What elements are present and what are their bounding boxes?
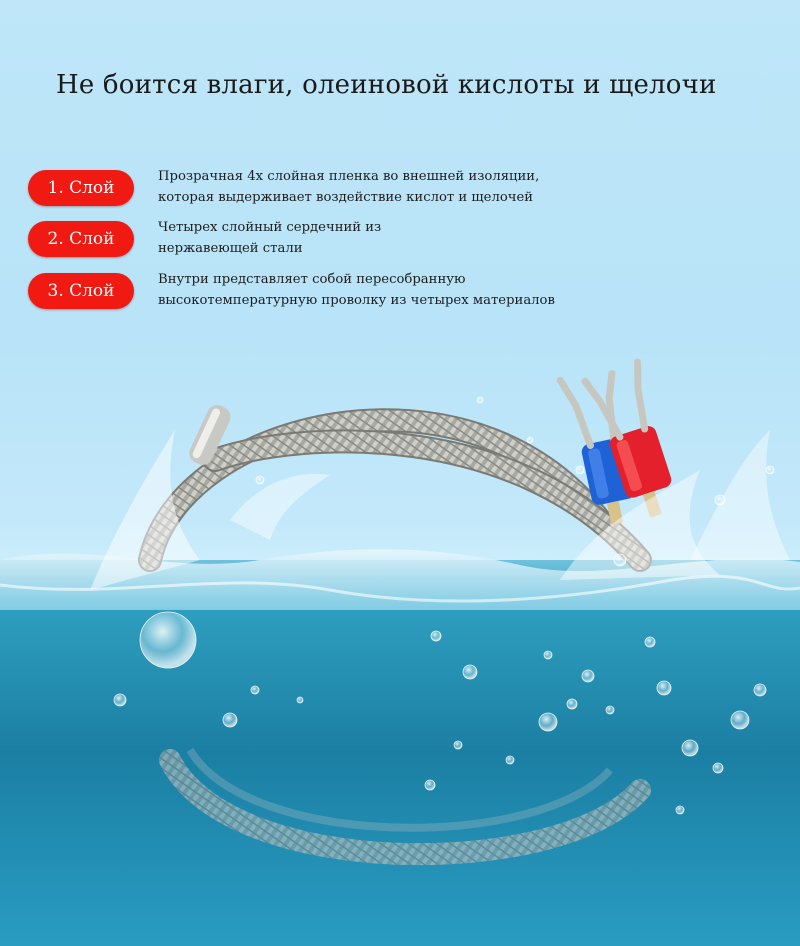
layer-3-badge: 3. Слой xyxy=(28,273,134,309)
layer-3-line-2: высокотемпературную проволку из четырех материалов xyxy=(158,293,555,308)
layer-1-line-2: которая выдерживает воздействие кислот и щелочей xyxy=(158,190,534,205)
layer-2-badge: 2. Слой xyxy=(28,221,134,257)
layer-1-line-1: Прозрачная 4х слойная пленка во внешней изоляции, xyxy=(158,169,540,184)
layer-1-badge: 1. Слой xyxy=(28,170,134,206)
layer-2 xyxy=(28,221,788,265)
layer-3 xyxy=(28,273,788,317)
layer-2-line-2: нержавеющей стали xyxy=(158,241,303,256)
layer-2-description xyxy=(158,217,381,259)
layer-3-description xyxy=(158,269,555,311)
layer-2-line-1: Четырех слойный сердечний из xyxy=(158,220,382,235)
layer-3-line-1: Внутри представляет собой пересобранную xyxy=(158,272,466,287)
layer-1-description xyxy=(158,166,539,208)
page-title: Не боится влаги, олеиновой кислоты и щелочи xyxy=(56,70,717,100)
layer-1 xyxy=(28,170,788,214)
